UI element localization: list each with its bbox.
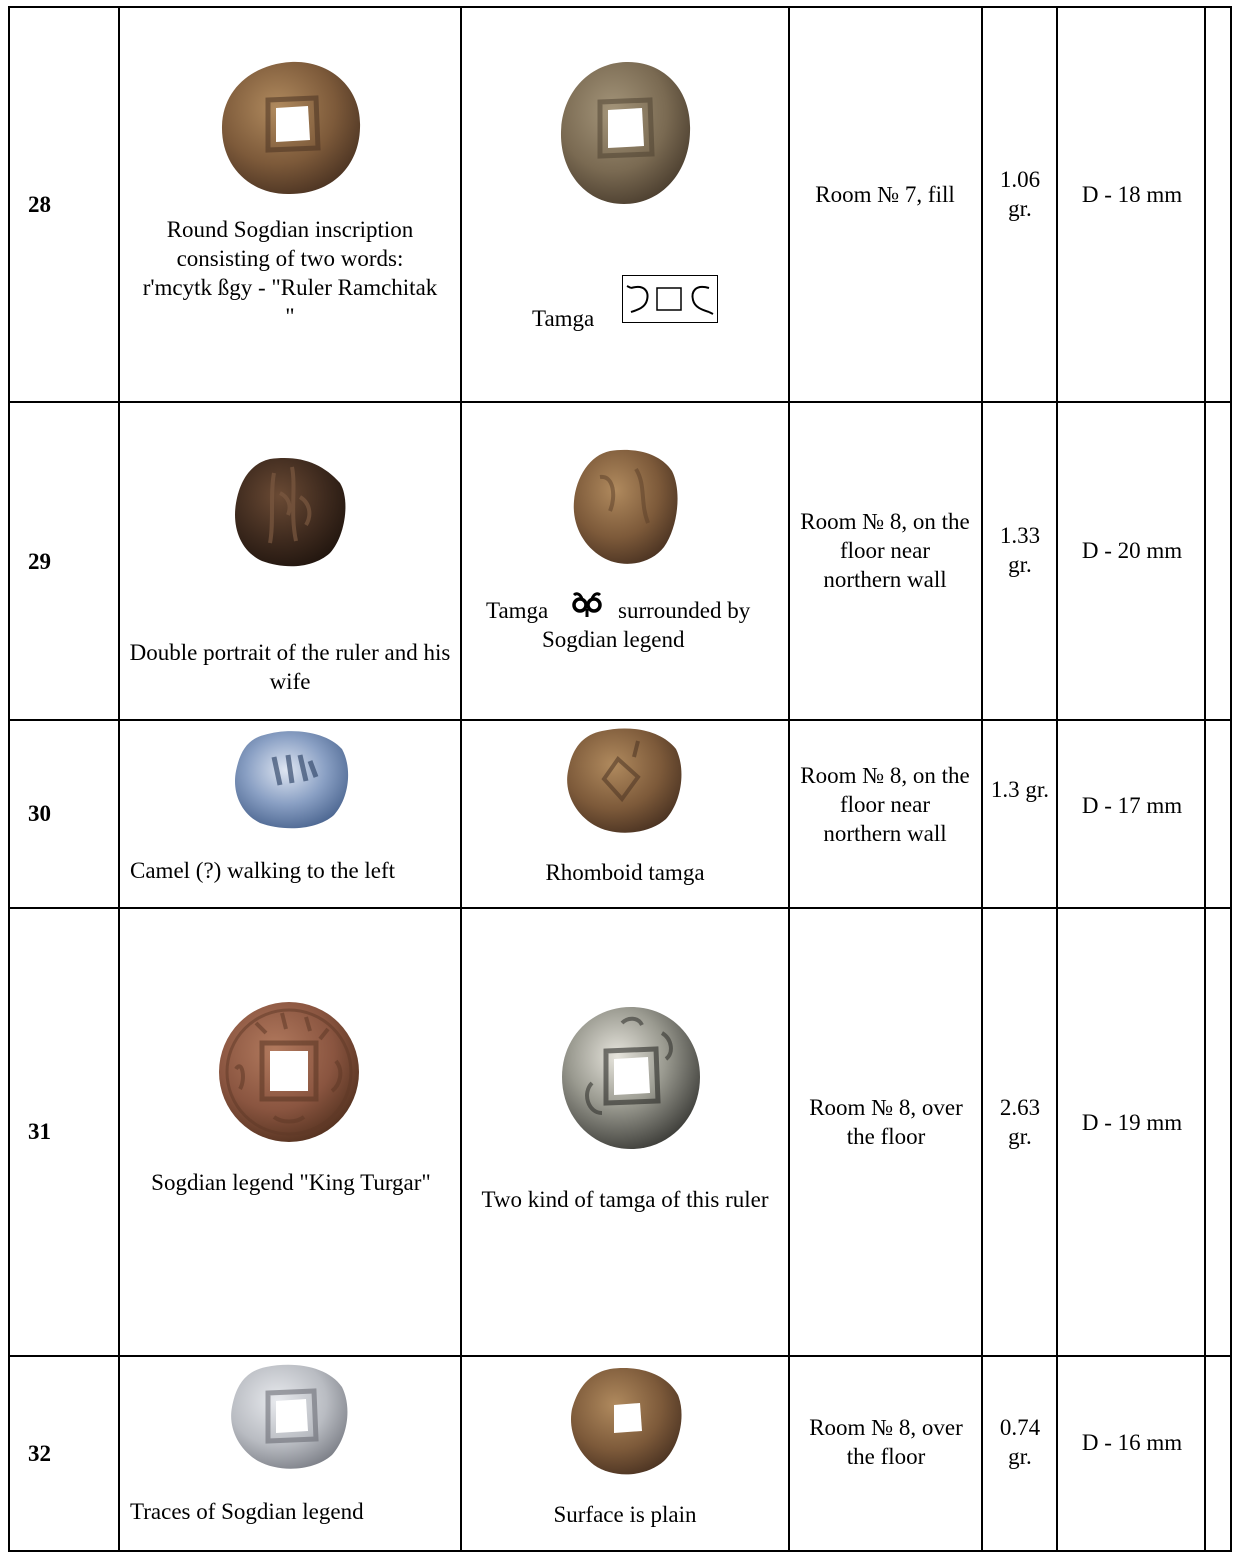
catalogue-number: 28 bbox=[28, 192, 51, 217]
findspot-cell bbox=[789, 7, 982, 402]
diameter-text: D - 17 mm bbox=[1081, 793, 1183, 818]
obverse-cell bbox=[119, 402, 461, 720]
weight-text: 0.74 gr. bbox=[999, 1415, 1041, 1469]
square-holed-coin-icon bbox=[566, 1365, 686, 1479]
diameter-text: D - 20 mm bbox=[1081, 538, 1183, 563]
size-cell bbox=[1057, 7, 1205, 402]
findspot-cell bbox=[789, 1356, 982, 1551]
findspot-text: Room № 8, over the floor bbox=[809, 1415, 963, 1469]
weight-cell bbox=[982, 720, 1057, 908]
square-holed-coin-icon bbox=[216, 999, 362, 1145]
weight-text: 1.33 gr. bbox=[999, 523, 1041, 577]
findspot-cell bbox=[789, 908, 982, 1356]
obverse-cell bbox=[119, 908, 461, 1356]
obverse-cell bbox=[119, 7, 461, 402]
weight-text: 1.06 gr. bbox=[999, 167, 1041, 221]
catalogue-number: 30 bbox=[28, 801, 51, 826]
weight-text: 2.63 gr. bbox=[999, 1095, 1041, 1149]
reverse-cell bbox=[461, 908, 789, 1356]
table-row bbox=[9, 402, 1231, 720]
findspot-text: Room № 8, on the floor near northern wall bbox=[800, 509, 970, 592]
number-cell bbox=[9, 720, 119, 908]
size-cell bbox=[1057, 720, 1205, 908]
rhomboid-tamga-coin-icon bbox=[562, 725, 686, 837]
findspot-cell bbox=[789, 402, 982, 720]
empty-cell bbox=[1205, 720, 1231, 908]
diameter-text: D - 18 mm bbox=[1081, 182, 1183, 207]
table-row bbox=[9, 720, 1231, 908]
silver-coin-icon bbox=[230, 727, 352, 831]
obverse-description: Traces of Sogdian legend bbox=[130, 1499, 364, 1524]
square-holed-coin-icon bbox=[226, 1361, 352, 1473]
reverse-label: Tamga bbox=[532, 306, 595, 331]
obverse-description: Camel (?) walking to the left bbox=[130, 858, 396, 883]
empty-cell bbox=[1205, 402, 1231, 720]
obverse-cell bbox=[119, 720, 461, 908]
table-row bbox=[9, 7, 1231, 402]
reverse-description: Surface is plain bbox=[553, 1502, 697, 1527]
size-cell bbox=[1057, 1356, 1205, 1551]
obverse-cell bbox=[119, 1356, 461, 1551]
findspot-text: Room № 8, on the floor near northern wall bbox=[800, 763, 970, 846]
tamga-symbol-icon bbox=[622, 275, 718, 323]
catalogue-number: 31 bbox=[28, 1119, 51, 1144]
findspot-text: Room № 8, over the floor bbox=[809, 1095, 963, 1149]
square-holed-coin-icon bbox=[556, 58, 696, 208]
reverse-description-text: surrounded by Sogdian legend bbox=[542, 598, 751, 652]
diameter-text: D - 16 mm bbox=[1081, 1430, 1183, 1455]
size-cell bbox=[1057, 908, 1205, 1356]
worn-coin-icon bbox=[570, 447, 682, 569]
reverse-description bbox=[542, 596, 790, 654]
size-cell bbox=[1057, 402, 1205, 720]
square-holed-coin-icon bbox=[216, 58, 366, 198]
table-row bbox=[9, 1356, 1231, 1551]
weight-cell bbox=[982, 908, 1057, 1356]
number-cell bbox=[9, 402, 119, 720]
diameter-text: D - 19 mm bbox=[1081, 1110, 1183, 1135]
number-cell bbox=[9, 1356, 119, 1551]
empty-cell bbox=[1205, 908, 1231, 1356]
reverse-cell bbox=[461, 1356, 789, 1551]
table-row bbox=[9, 908, 1231, 1356]
catalogue-number: 32 bbox=[28, 1441, 51, 1466]
weight-cell bbox=[982, 1356, 1057, 1551]
obverse-description: Double portrait of the ruler and his wife bbox=[129, 640, 451, 694]
empty-cell bbox=[1205, 1356, 1231, 1551]
catalogue-number: 29 bbox=[28, 549, 51, 574]
number-cell bbox=[9, 7, 119, 402]
number-cell bbox=[9, 908, 119, 1356]
obverse-description: Round Sogdian inscription consisting of two words: r'mcytk ßgy - "Ruler Ramchitak " bbox=[142, 217, 438, 329]
reverse-description: Rhomboid tamga bbox=[545, 860, 705, 885]
empty-cell bbox=[1205, 7, 1231, 402]
obverse-description: Sogdian legend "King Turgar" bbox=[151, 1170, 431, 1195]
reverse-cell bbox=[461, 7, 789, 402]
reverse-cell bbox=[461, 720, 789, 908]
square-holed-coin-icon bbox=[558, 1003, 704, 1153]
portrait-coin-icon bbox=[230, 453, 350, 571]
weight-text: 1.3 gr. bbox=[990, 777, 1050, 802]
weight-cell bbox=[982, 402, 1057, 720]
weight-cell bbox=[982, 7, 1057, 402]
findspot-text: Room № 7, fill bbox=[815, 182, 955, 207]
findspot-cell bbox=[789, 720, 982, 908]
coin-catalogue-table bbox=[8, 6, 1232, 1552]
reverse-label: Tamga bbox=[486, 598, 549, 623]
reverse-description: Two kind of tamga of this ruler bbox=[481, 1187, 769, 1212]
reverse-cell bbox=[461, 402, 789, 720]
